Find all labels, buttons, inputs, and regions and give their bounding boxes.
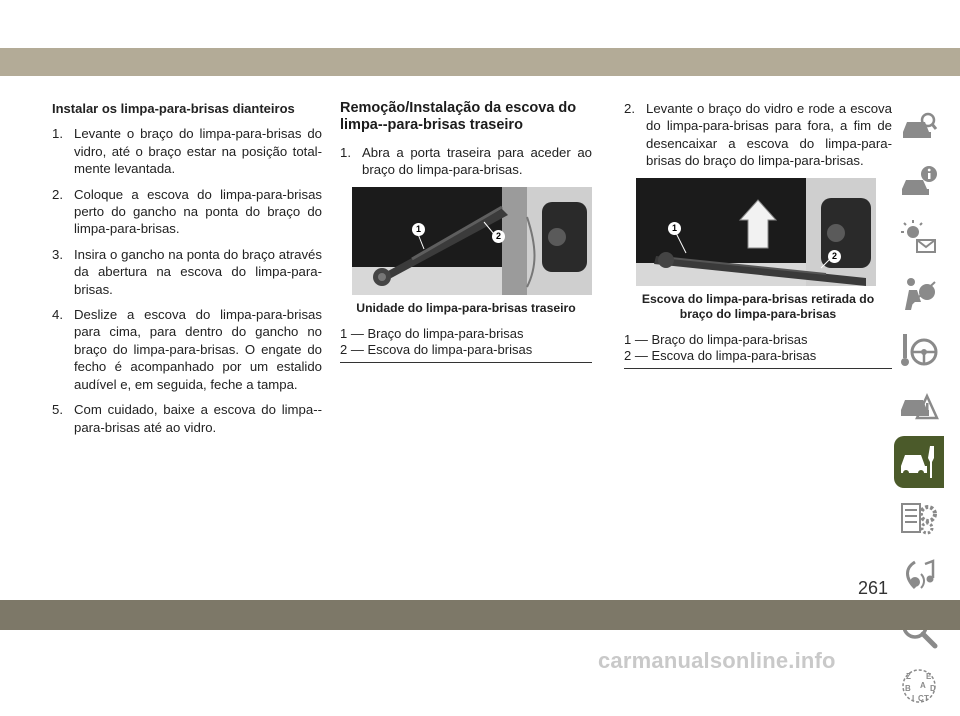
bottom-band xyxy=(0,600,960,630)
car-search-icon xyxy=(899,106,939,146)
airbag-icon xyxy=(899,274,939,314)
tab-multimedia[interactable] xyxy=(894,548,944,600)
svg-text:E: E xyxy=(926,672,932,681)
watermark: carmanualsonline.info xyxy=(598,648,836,673)
svg-text:A: A xyxy=(920,681,926,690)
wiper-removed-figure xyxy=(636,178,876,286)
svg-text:B: B xyxy=(905,684,911,693)
multimedia-icon xyxy=(899,554,939,594)
legend-divider xyxy=(624,368,892,369)
car-hazard-icon xyxy=(899,386,939,426)
step-item: 2. Coloque a escova do limpa-para-brisas perto do gancho na ponta do braço do limpa-para-brisas. xyxy=(52,186,322,237)
legend-item: 2 — Escova do limpa-para-brisas xyxy=(624,347,817,363)
callout-2: 2 xyxy=(492,230,505,243)
column-front-wipers xyxy=(52,100,322,444)
legend-item: 1 — Braço do limpa-para-brisas xyxy=(624,331,808,347)
tab-warning-lights[interactable] xyxy=(894,212,944,264)
figure-legend xyxy=(340,326,592,358)
specifications-gear-icon xyxy=(899,498,939,538)
section-heading: Remoção/Instalação da escova do limpa--para-brisas traseiro xyxy=(340,100,577,133)
steering-wheel-key-icon xyxy=(899,330,939,370)
legend-item: 1 — Braço do limpa-para-brisas xyxy=(340,325,524,341)
step-item: 5. Com cuidado, baixe a escova do limpa--para-brisas até ao vidro. xyxy=(52,402,322,435)
tab-car-search[interactable] xyxy=(894,100,944,152)
section-subhead: Instalar os limpa-para-brisas dianteiros xyxy=(52,101,295,116)
tab-emergency[interactable] xyxy=(894,380,944,432)
rear-wiper-figure xyxy=(352,187,592,295)
figure-caption: Unidade do limpa-para-brisas traseiro xyxy=(356,300,576,315)
svg-text:Z: Z xyxy=(906,672,911,681)
tab-specifications[interactable] xyxy=(894,492,944,544)
figure-legend xyxy=(624,332,892,364)
steps-list xyxy=(52,125,322,436)
column-wiper-removal xyxy=(624,100,892,369)
tab-starting-operating[interactable] xyxy=(894,324,944,376)
page-number: 261 xyxy=(858,578,889,598)
car-info-icon xyxy=(899,162,939,202)
step-item: 2. Levante o braço do vidro e rode a escova do limpa-para-brisas para fora, a fim de desencaixar a escova do limpa-para-brisas do braço do limpa-para-brisas. xyxy=(624,101,892,169)
svg-text:D: D xyxy=(930,684,936,693)
car-service-icon xyxy=(899,442,939,482)
legend-item: 2 — Escova do limpa-para-brisas xyxy=(340,341,533,357)
step-item: 4. Deslize a escova do limpa-para-brisas para cima, para dentro do gancho no braço do limpa-para-brisas. O engate do fecho é acompanhado por um estalido audível e, em seguida, feche a tampa. xyxy=(52,307,322,392)
top-band xyxy=(0,48,960,76)
tab-car-info[interactable] xyxy=(894,156,944,208)
tab-index[interactable] xyxy=(894,660,944,712)
step-item: 1. Levante o braço do limpa-para-brisas do vidro, até o braço estar na posição total-mente levantada. xyxy=(52,126,322,177)
svg-text:C: C xyxy=(918,694,924,703)
callout-1: 1 xyxy=(412,223,425,236)
svg-text:I: I xyxy=(912,694,915,703)
step-item: 1. Abra a porta traseira para aceder ao braço do limpa-para-brisas. xyxy=(340,145,592,178)
tab-servicing-maintenance[interactable] xyxy=(894,436,944,488)
legend-divider xyxy=(340,362,592,363)
callout-2: 2 xyxy=(828,250,841,263)
index-letters-icon xyxy=(899,666,939,706)
svg-text:T: T xyxy=(924,694,929,703)
rear-wiper-illustration xyxy=(352,187,592,295)
callout-1: 1 xyxy=(668,222,681,235)
warning-light-message-icon xyxy=(899,218,939,258)
column-rear-wiper xyxy=(340,100,592,363)
figure-caption: Escova do limpa-para-brisas retirada do braço do limpa-para-brisas xyxy=(641,291,875,321)
tab-safety[interactable] xyxy=(894,268,944,320)
step-item: 3. Insira o gancho na ponta do braço através da abertura na escova do limpa-para-brisas. xyxy=(52,246,322,297)
